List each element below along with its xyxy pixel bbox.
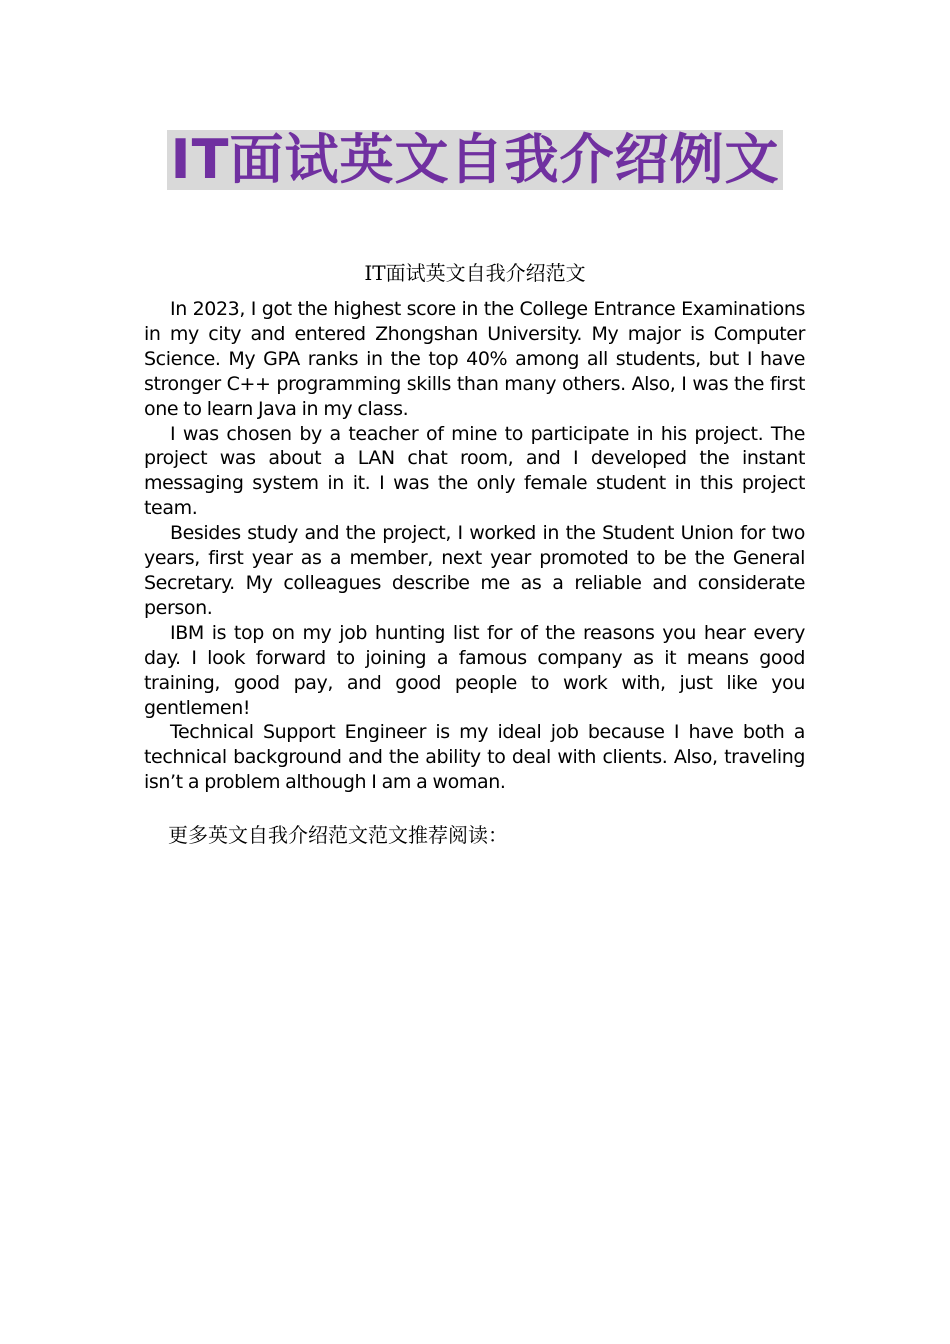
more-reading-heading: 更多英文自我介绍范文范文推荐阅读： bbox=[168, 823, 508, 847]
paragraph-project: I was chosen by a teacher of mine to participate in his project. The project was about a LAN chat room, and I developed the instant messaging system in it. I was the only female student in this project team. bbox=[144, 422, 805, 520]
paragraph-ideal-job: Technical Support Engineer is my ideal job because I have both a technical background and the ability to deal with clients. Also, traveling isn’t a problem although I am a woman. bbox=[144, 721, 805, 794]
paragraph-ibm: IBM is top on my job hunting list for of the reasons you hear every day. I look forward to joining a famous company as it means good training, good pay, and good people to work with, just like you gentlemen! bbox=[144, 621, 805, 719]
document-title: IT面试英文自我介绍例文 bbox=[167, 130, 784, 190]
paragraph-student-union: Besides study and the project, I worked in the Student Union for two years, first year as a member, next year promoted to be the General Secretary. My colleagues describe me as a reliable and considerate person. bbox=[144, 522, 805, 619]
title-container bbox=[0, 130, 950, 190]
document-subtitle: IT面试英文自我介绍范文 bbox=[364, 261, 586, 285]
body-text bbox=[144, 297, 805, 795]
paragraph-education: In 2023, I got the highest score in the College Entrance Examinations in my city and entered Zhongshan University. My major is Computer Science. My GPA ranks in the top 40% among all students, but I have stronger C++ programming skills than many others. Also, I was the first one to learn Java in my class. bbox=[144, 298, 805, 420]
